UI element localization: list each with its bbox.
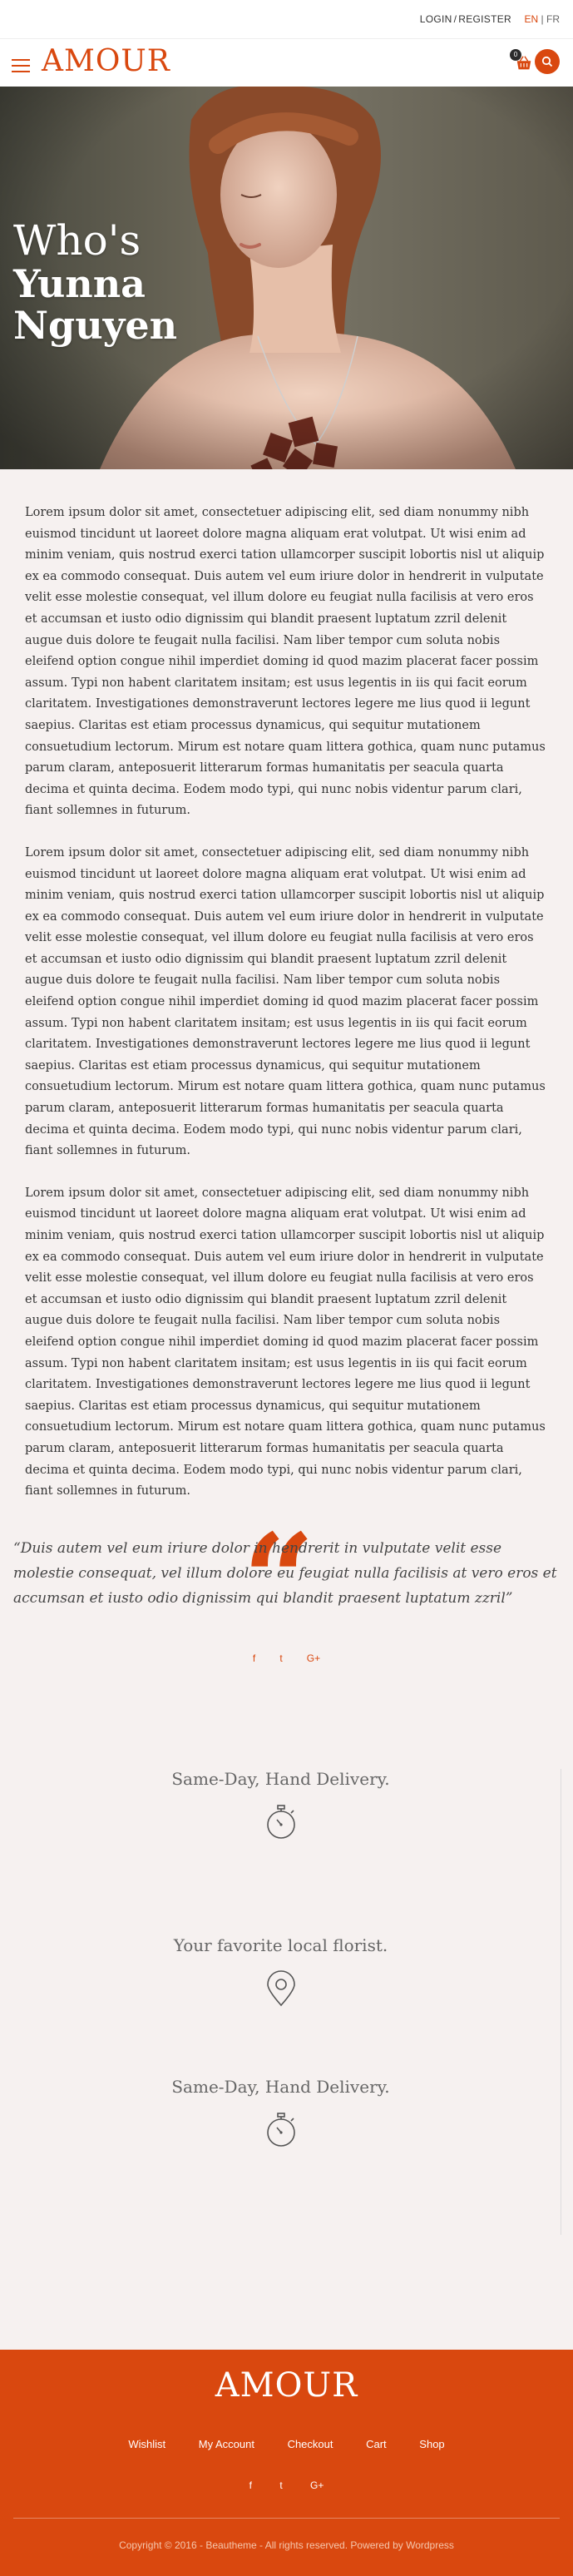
article-body xyxy=(0,469,573,1503)
facebook-icon[interactable]: f xyxy=(249,2479,252,2491)
cart-count-badge: 0 xyxy=(510,49,521,61)
footer-divider xyxy=(13,2518,560,2519)
hero-title-line-1: Who's xyxy=(13,216,141,265)
footer-link-my-account[interactable]: My Account xyxy=(198,2438,254,2450)
hero-title xyxy=(13,216,178,348)
copyright-text: Copyright © 2016 - Beautheme - All rights reserved. Powered by Wordpress xyxy=(119,2539,454,2551)
article-paragraph: Lorem ipsum dolor sit amet, consectetuer adipiscing elit, sed diam nonummy nibh euismod tincidunt ut laoreet dolore magna aliquam erat volutpat. Ut wisi enim ad minim veniam, quis nostrud exerci tation ullamcorper suscipit lobortis nisl ut aliquip ex ea commodo consequat. Duis autem vel eum iriure dolor in hendrerit in vulputate velit esse molestie consequat, vel illum dolore eu feugiat nulla facilisis at vero eros et accumsan et iusto odio dignissim qui blandit praesent luptatum zzril delenit augue duis dolore te feugait nulla facilisi. Nam liber tempor cum soluta nobis eleifend option congue nihil imperdiet doming id quod mazim placerat facer possim assum. Typi non habent claritatem insitam; est usus legentis in iis qui facit eorum claritatem. Investigationes demonstraverunt lectores legere me lius quod ii legunt saepius. Claritas est etiam processus dynamicus, qui sequitur mutationem consuetudium lectorum. Mirum est notare quam littera gothica, quam nunc putamus parum claram, anteposuerit litterarum formas humanitatis per seacula quarta decima et quinta decima. Eodem modo typi, qui nunc nobis videntur parum clari, fiant sollemnes in futurum. xyxy=(25,845,546,1158)
footer-social xyxy=(0,2479,573,2491)
article-paragraph: Lorem ipsum dolor sit amet, consectetuer adipiscing elit, sed diam nonummy nibh euismod tincidunt ut laoreet dolore magna aliquam erat volutpat. Ut wisi enim ad minim veniam, quis nostrud exerci tation ullamcorper suscipit lobortis nisl ut aliquip ex ea commodo consequat. Duis autem vel eum iriure dolor in hendrerit in vulputate velit esse molestie consequat, vel illum dolore eu feugiat nulla facilisis at vero eros et accumsan et iusto odio dignissim qui blandit praesent luptatum zzril delenit augue duis dolore te feugait nulla facilisi. Nam liber tempor cum soluta nobis eleifend option congue nihil imperdiet doming id quod mazim placerat facer possim assum. Typi non habent claritatem insitam; est usus legentis in iis qui facit eorum claritatem. Investigationes demonstraverunt lectores legere me lius quod ii legunt saepius. Claritas est etiam processus dynamicus, qui sequitur mutationem consuetudium lectorum. Mirum est notare quam littera gothica, quam nunc putamus parum claram, anteposuerit litterarum formas humanitatis per seacula quarta decima et quinta decima. Eodem modo typi, qui nunc nobis videntur parum clari, fiant sollemnes in futurum. xyxy=(25,1186,546,1499)
footer-link-shop[interactable]: Shop xyxy=(419,2438,445,2450)
feature-title: Same-Day, Hand Delivery. xyxy=(171,1768,390,1789)
features-section xyxy=(0,1769,561,2235)
search-icon xyxy=(541,56,553,67)
feature-item xyxy=(0,2077,561,2148)
hero-banner xyxy=(0,87,573,469)
menu-icon[interactable] xyxy=(12,59,30,72)
login-separator: / xyxy=(453,13,457,25)
site-footer xyxy=(0,2350,573,2576)
footer-link-checkout[interactable]: Checkout xyxy=(287,2438,333,2450)
footer-link-wishlist[interactable]: Wishlist xyxy=(128,2438,166,2450)
footer-logo[interactable]: AMOUR xyxy=(215,2366,358,2405)
footer-link-cart[interactable]: Cart xyxy=(366,2438,387,2450)
article-paragraph: Lorem ipsum dolor sit amet, consectetuer adipiscing elit, sed diam nonummy nibh euismod tincidunt ut laoreet dolore magna aliquam erat volutpat. Ut wisi enim ad minim veniam, quis nostrud exerci tation ullamcorper suscipit lobortis nisl ut aliquip ex ea commodo consequat. Duis autem vel eum iriure dolor in hendrerit in vulputate velit esse molestie consequat, vel illum dolore eu feugiat nulla facilisis at vero eros et accumsan et iusto odio dignissim qui blandit praesent luptatum zzril delenit augue duis dolore te feugait nulla facilisi. Nam liber tempor cum soluta nobis eleifend option congue nihil imperdiet doming id quod mazim placerat facer possim assum. Typi non habent claritatem insitam; est usus legentis in iis qui facit eorum claritatem. Investigationes demonstraverunt lectores legere me lius quod ii legunt saepius. Claritas est etiam processus dynamicus, qui sequitur mutationem consuetudium lectorum. Mirum est notare quam littera gothica, quam nunc putamus parum claram, anteposuerit litterarum formas humanitatis per seacula quarta decima et quinta decima. Eodem modo typi, qui nunc nobis videntur parum clari, fiant sollemnes in futurum. xyxy=(25,506,546,818)
feature-title: Same-Day, Hand Delivery. xyxy=(171,2076,390,2097)
site-logo[interactable]: AMOUR xyxy=(42,44,170,78)
stopwatch-icon xyxy=(264,1804,298,1840)
footer-nav xyxy=(0,2438,573,2450)
quote-mark-icon: “ xyxy=(243,1506,315,1653)
google-plus-icon[interactable]: G+ xyxy=(310,2479,324,2491)
site-header xyxy=(0,38,573,87)
hero-title-line-3: Nguyen xyxy=(13,303,178,348)
quote-text: “Duis autem vel eum iriure dolor in hendrerit in vulputate velit esse molestie consequat, vel illum dolore eu feugiat nulla facilisis at vero eros et accumsan et iusto odio dignissim qui blandit praesent luptatum zzril” xyxy=(13,1539,557,1607)
cart-button[interactable] xyxy=(513,51,533,72)
search-button[interactable] xyxy=(535,49,560,74)
feature-item xyxy=(0,1769,561,1840)
top-bar xyxy=(0,0,573,38)
account-links xyxy=(420,13,511,25)
lang-en[interactable]: EN xyxy=(524,13,539,25)
feature-item xyxy=(0,1935,561,2007)
feature-title: Your favorite local florist. xyxy=(173,1934,388,1955)
lang-separator: | xyxy=(541,13,544,25)
twitter-icon[interactable]: t xyxy=(279,2479,283,2491)
twitter-icon[interactable]: t xyxy=(279,1652,283,1664)
login-link[interactable]: LOGIN xyxy=(419,13,452,25)
register-link[interactable]: REGISTER xyxy=(458,13,511,25)
blockquote xyxy=(0,1506,573,1653)
google-plus-icon[interactable]: G+ xyxy=(306,1652,321,1664)
map-pin-icon xyxy=(264,1970,298,2007)
lang-fr[interactable]: FR xyxy=(546,13,560,25)
stopwatch-icon xyxy=(264,2112,298,2148)
hero-title-line-2: Yunna xyxy=(13,261,146,306)
facebook-icon[interactable]: f xyxy=(252,1652,256,1664)
language-switcher xyxy=(525,13,560,25)
